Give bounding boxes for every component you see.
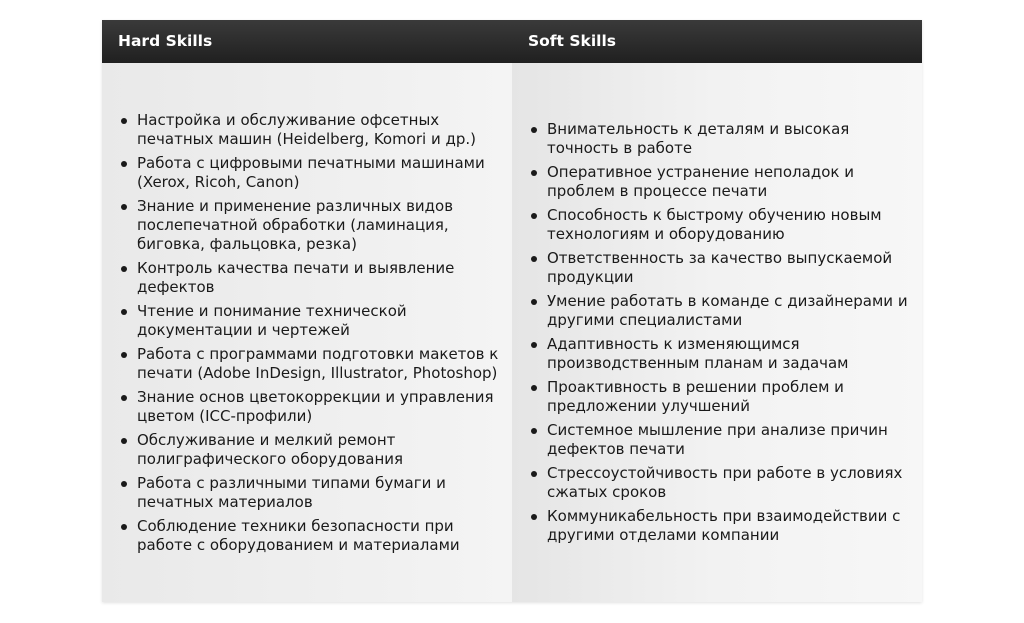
soft-skills-heading: Soft Skills xyxy=(528,32,616,50)
list-item: Знание и применение различных видов послепечатной обработки (ламинация, биговка, фальцовка, резка) xyxy=(118,197,502,254)
table-header xyxy=(102,20,922,63)
list-item: Умение работать в команде с дизайнерами и другими специалистами xyxy=(528,292,912,330)
list-item: Обслуживание и мелкий ремонт полиграфического оборудования xyxy=(118,431,502,469)
list-item: Ответственность за качество выпускаемой продукции xyxy=(528,249,912,287)
list-item: Контроль качества печати и выявление дефектов xyxy=(118,259,502,297)
hard-skills-list xyxy=(118,111,502,555)
list-item: Настройка и обслуживание офсетных печатных машин (Heidelberg, Komori и др.) xyxy=(118,111,502,149)
table-body xyxy=(102,63,922,602)
soft-skills-list xyxy=(528,120,912,545)
list-item: Адаптивность к изменяющимся производственным планам и задачам xyxy=(528,335,912,373)
list-item: Работа с программами подготовки макетов к печати (Adobe InDesign, Illustrator, Photoshop) xyxy=(118,345,502,383)
list-item: Стрессоустойчивость при работе в условиях сжатых сроков xyxy=(528,464,912,502)
list-item: Работа с различными типами бумаги и печатных материалов xyxy=(118,474,502,512)
list-item: Внимательность к деталям и высокая точность в работе xyxy=(528,120,912,158)
list-item: Соблюдение техники безопасности при работе с оборудованием и материалами xyxy=(118,517,502,555)
list-item: Знание основ цветокоррекции и управления цветом (ICC-профили) xyxy=(118,388,502,426)
list-item: Оперативное устранение неполадок и проблем в процессе печати xyxy=(528,163,912,201)
list-item: Работа с цифровыми печатными машинами (Xerox, Ricoh, Canon) xyxy=(118,154,502,192)
soft-skills-column xyxy=(512,63,922,602)
hard-skills-column xyxy=(102,63,512,602)
hard-skills-heading: Hard Skills xyxy=(118,32,213,50)
list-item: Системное мышление при анализе причин дефектов печати xyxy=(528,421,912,459)
list-item: Чтение и понимание технической документации и чертежей xyxy=(118,302,502,340)
list-item: Коммуникабельность при взаимодействии с другими отделами компании xyxy=(528,507,912,545)
list-item: Способность к быстрому обучению новым технологиям и оборудованию xyxy=(528,206,912,244)
list-item: Проактивность в решении проблем и предложении улучшений xyxy=(528,378,912,416)
skills-table xyxy=(102,20,922,602)
